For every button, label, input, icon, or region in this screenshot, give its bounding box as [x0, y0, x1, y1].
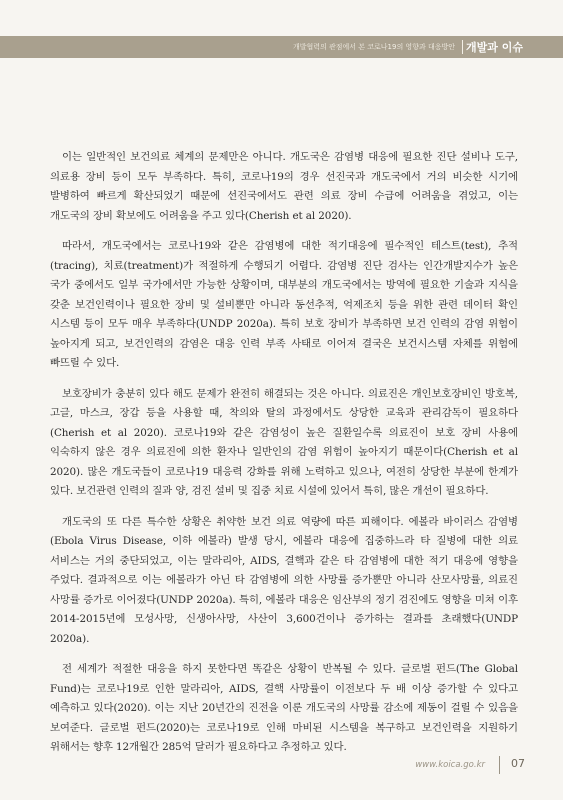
section-title: 개발과 이슈: [466, 41, 523, 54]
header-divider: [462, 40, 463, 54]
body-text: [50, 148, 518, 769]
footer-url: www.koica.go.kr: [415, 760, 485, 770]
page-number: 07: [511, 757, 525, 770]
paragraph-3: 보호장비가 충분히 있다 해도 문제가 완전히 해결되는 것은 아니다. 의료진은 개인보호장비인 방호복, 고글, 마스크, 장갑 등을 사용할 때, 착의와 탈의 과정에서도 상당한 교육과 관리감독이 필요하다(Cherish et al 2020). 코로나19와 같은 감염성이 높은 질환일수록 의료진이 보호 장비 사용에 익숙하지 않은 경우 의료진에 의한 환자나 일반인의 감염 위험이 높아지기 때문이다(Cherish et al 2020). 많은 개도국들이 코로나19 대응력 강화를 위해 노력하고 있으나, 여전히 상당한 부분에 한계가 있다. 보건관련 인력의 질과 양, 검진 설비 및 집중 치료 시설에 있어서 특히, 많은 개선이 필요하다.: [50, 387, 518, 497]
header-subtitle: 개발협력의 관점에서 본 코로나19의 영향과 대응방안: [292, 43, 455, 51]
paragraph-5: 전 세계가 적절한 대응을 하지 못한다면 똑같은 상황이 반복될 수 있다. 글로벌 펀드(The Global Fund)는 코로나19로 인한 말라리아, AIDS, 결핵 사망률이 이전보다 두 배 이상 증가할 수 있다고 예측하고 있다(2020). 이는 지난 20년간의 진전을 이룬 개도국의 사망률 감소에 제동이 걸릴 수 있음을 보여준다. 글로벌 펀드(2020)는 코로나19로 인해 마비된 시스템을 복구하고 보건인력을 지원하기 위해서는 향후 12개월간 285억 달러가 필요하다고 추정하고 있다.: [50, 663, 518, 753]
footer-divider: [499, 756, 500, 774]
paragraph-4: 개도국의 또 다른 특수한 상황은 취약한 보건 의료 역량에 따른 피해이다. 에볼라 바이러스 감염병(Ebola Virus Disease, 이하 에볼라) 발생 당시, 에볼라 대응에 집중하느라 타 질병에 대한 의료 서비스는 거의 중단되었고, 이는 말라리아, AIDS, 결핵과 같은 타 감염병에 대한 적기 대응에 영향을 주었다. 결과적으로 이는 에볼라가 아닌 타 감염병에 의한 사망률 증가뿐만 아니라 산모사망률, 의료진 사망률 증가로 이어졌다(UNDP 2020a). 특히, 에볼라 대응은 임산부의 정기 검진에도 영향을 미쳐 이후 2014-2015년에 모성사망, 신생아사망, 사산이 3,600건이나 증가하는 결과를 초래했다(UNDP 2020a).: [50, 515, 518, 645]
paragraph-2: 따라서, 개도국에서는 코로나19와 같은 감염병에 대한 적기대응에 필수적인 테스트(test), 추적(tracing), 치료(treatment)가 적절하게 수행되기 어렵다. 감염병 진단 검사는 인간개발지수가 높은 국가 중에서도 일부 국가에서만 가능한 상황이며, 대부분의 개도국에서는 방역에 필요한 기술과 지식을 갖춘 보건인력이나 필요한 장비 및 설비뿐만 아니라 동선추적, 억제조치 등을 위한 관련 데이터 확인 시스템 등이 모두 매우 부족하다(UNDP 2020a). 특히 보호 장비가 부족하면 보건 인력의 감염 위험이 높아지게 되고, 보건인력의 감염은 대응 인력 부족 사태로 이어져 결국은 보건시스템 자체를 위험에 빠뜨릴 수 있다.: [50, 240, 518, 369]
paragraph-1: 이는 일반적인 보건의료 체계의 문제만은 아니다. 개도국은 감염병 대응에 필요한 진단 설비나 도구, 의료용 장비 등이 모두 부족하다. 특히, 코로나19의 경우 선진국과 개도국에서 거의 비슷한 시기에 발병하여 빠르게 확산되었기 때문에 선진국에서도 관련 의료 장비 수급에 어려움을 겪었고, 이는 개도국의 장비 확보에도 어려움을 주고 있다(Cherish et al 2020).: [50, 151, 518, 222]
